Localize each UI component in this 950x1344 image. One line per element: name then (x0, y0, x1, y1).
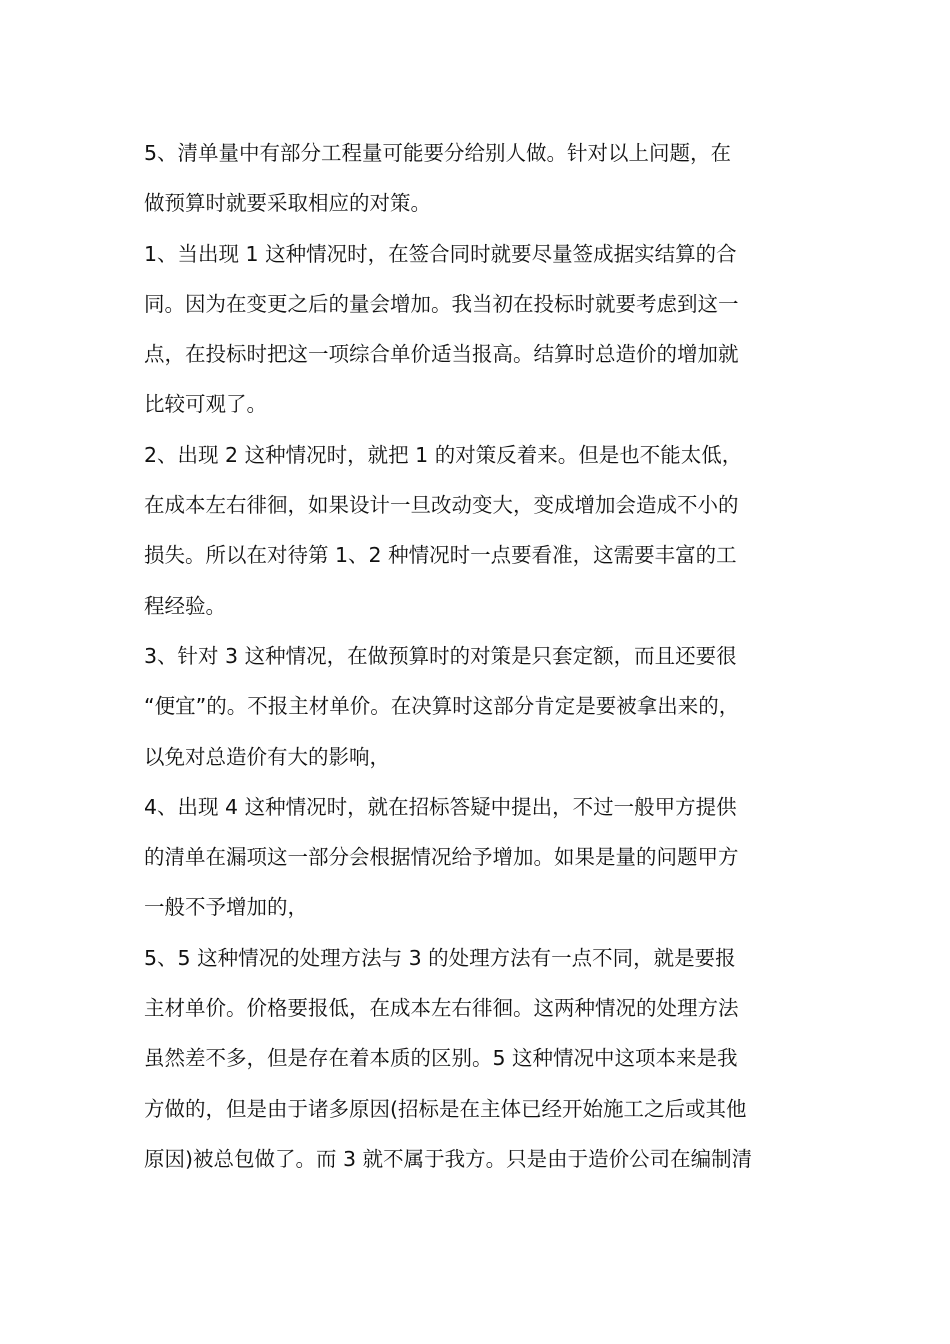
text-line: 5、5 这种情况的处理方法与 3 的处理方法有一点不同，就是要报 (144, 945, 736, 970)
text-line: 点，在投标时把这一项综合单价适当报高。结算时总造价的增加就 (144, 342, 739, 367)
text-line: 3、针对 3 这种情况，在做预算时的对策是只套定额，而且还要很 (144, 643, 737, 668)
text-line: 以免对总造价有大的影响， (144, 744, 390, 769)
text-line: 损失。所以在对待第 1、2 种情况时一点要看准，这需要丰富的工 (144, 543, 737, 568)
text-line: 方做的，但是由于诸多原因(招标是在主体已经开始施工之后或其他 (144, 1096, 747, 1121)
text-line: 1、当出现 1 这种情况时，在签合同时就要尽量签成据实结算的合 (144, 241, 737, 266)
text-line: “便宜”的。不报主材单价。在决算时这部分肯定是要被拿出来的， (144, 694, 740, 719)
text-line: 比较可观了。 (144, 392, 267, 417)
text-line: 4、出现 4 这种情况时，就在招标答疑中提出，不过一般甲方提供 (144, 794, 737, 819)
text-line: 的清单在漏项这一部分会根据情况给予增加。如果是量的问题甲方 (144, 845, 739, 870)
text-line: 虽然差不多，但是存在着本质的区别。5 这种情况中这项本来是我 (144, 1046, 738, 1071)
text-line: 在成本左右徘徊，如果设计一旦改动变大，变成增加会造成不小的 (144, 493, 739, 518)
document-body (144, 128, 806, 1184)
text-line: 2、出现 2 这种情况时，就把 1 的对策反着来。但是也不能太低， (144, 442, 743, 467)
text-line: 一般不予增加的， (144, 895, 308, 920)
text-line: 同。因为在变更之后的量会增加。我当初在投标时就要考虑到这一 (144, 291, 739, 316)
text-line: 5、清单量中有部分工程量可能要分给别人做。针对以上问题，在 (144, 141, 732, 165)
text-line: 程经验。 (144, 593, 226, 618)
text-line: 原因)被总包做了。而 3 就不属于我方。只是由于造价公司在编制清 (144, 1146, 753, 1171)
text-line: 主材单价。价格要报低，在成本左右徘徊。这两种情况的处理方法 (144, 996, 739, 1021)
text-line: 做预算时就要采取相应的对策。 (144, 191, 431, 216)
